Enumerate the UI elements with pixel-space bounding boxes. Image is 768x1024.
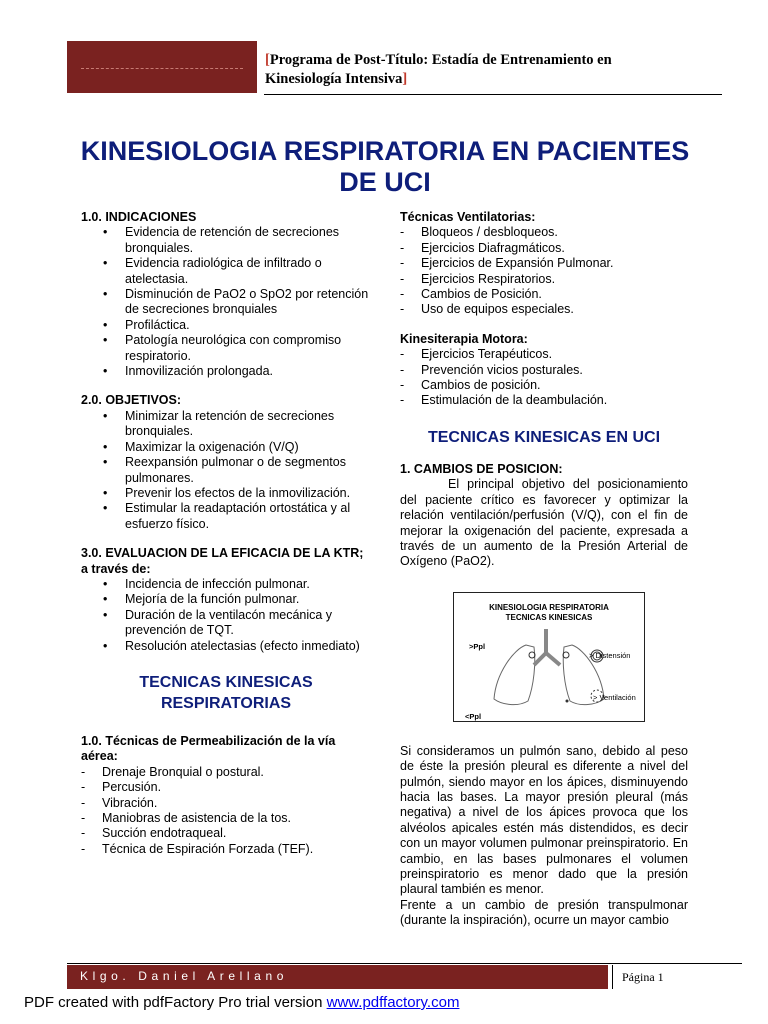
label-ppl-high: >Ppl bbox=[469, 641, 486, 651]
header-rule bbox=[264, 94, 722, 95]
list-item: • Evidencia de retención de secreciones bronquiales. bbox=[81, 225, 371, 256]
motora-list bbox=[400, 347, 688, 409]
list-item: - Vibración. bbox=[81, 796, 371, 811]
ventilatorias-list bbox=[400, 225, 688, 317]
list-item: - Ejercicios Terapéuticos. bbox=[400, 347, 688, 362]
evaluacion-list bbox=[81, 577, 371, 654]
motora-title: Kinesiterapia Motora: bbox=[400, 331, 528, 346]
title-line-2: DE UCI bbox=[339, 167, 431, 197]
indicaciones-list bbox=[81, 225, 371, 379]
bracket-open: [ bbox=[265, 52, 270, 68]
list-item: • Mejoría de la función pulmonar. bbox=[81, 592, 371, 607]
title-line-1: KINESIOLOGIA RESPIRATORIA EN PACIENTES bbox=[80, 136, 690, 166]
body-paragraph: Si consideramos un pulmón sano, debido al peso de éste la presión pleural es diferente a nivel del pulmón, siendo mayor en los ápices, disminuyendo hacia las bases. La mayor presión pleural (más negativa) a nivel de los ápices provoca que los alvéolos apicales estén más distendidos, es decir con un mayor volumen pulmonar preinspiratorio. En cambio, en las bases pulmonares el volumen preinspiratorio es menor dado que la presión plaural también es menor. bbox=[400, 743, 688, 897]
cambios-title: 1. CAMBIOS DE POSICION: bbox=[400, 461, 563, 476]
objetivos-list bbox=[81, 409, 371, 532]
list-item: • Estimular la readaptación ortostática y al esfuerzo físico. bbox=[81, 501, 371, 532]
header-decor-block bbox=[67, 41, 257, 93]
page-number: Página 1 bbox=[622, 970, 664, 984]
list-item: • Prevenir los efectos de la inmovilización. bbox=[81, 486, 371, 501]
page-title bbox=[60, 136, 710, 198]
list-item: - Técnica de Espiración Forzada (TEF). bbox=[81, 842, 371, 857]
list-item: • Reexpansión pulmonar o de segmentos pulmonares. bbox=[81, 455, 371, 486]
cambios-paragraph: El principal objetivo del posicionamiento del paciente crítico es favorecer y optimizar la relación ventilación/perfusión (V/Q), con el fin de mejorar la oxigenación del paciente, expresada a través de un aumento de la Presión Arterial de Oxígeno (PaO2). bbox=[400, 477, 688, 569]
list-item: • Profiláctica. bbox=[81, 318, 371, 333]
label-ppl-low: <Ppl bbox=[465, 711, 482, 721]
tecnicas-uci-heading: TECNICAS KINESICAS EN UCI bbox=[427, 428, 661, 446]
footer-rule bbox=[67, 963, 742, 964]
figure-title bbox=[454, 603, 644, 623]
running-header bbox=[265, 51, 705, 89]
header-line-1: Programa de Post-Título: Estadía de Entrenamiento en bbox=[269, 52, 612, 68]
body-paragraph-2: Frente a un cambio de presión transpulmonar (durante la inspiración), ocurre un mayor cambio bbox=[400, 897, 688, 928]
left-column bbox=[81, 210, 371, 871]
permeabilizacion-list bbox=[81, 765, 371, 857]
list-item: - Drenaje Bronquial o postural. bbox=[81, 765, 371, 780]
list-item: - Maniobras de asistencia de la tos. bbox=[81, 811, 371, 826]
list-item: • Minimizar la retención de secreciones bronquiales. bbox=[81, 409, 371, 440]
pdffactory-link[interactable]: www.pdffactory.com bbox=[326, 994, 460, 1011]
evaluacion-title: 3.0. EVALUACION DE LA EFICACIA DE LA KTR; a través de: bbox=[81, 546, 364, 576]
figure-title-line-1: KINESIOLOGIA RESPIRATORIA bbox=[489, 602, 609, 612]
list-item: • Duración de la ventilacón mecánica y prevención de TQT. bbox=[81, 608, 371, 639]
label-ventilacion: > Ventilación bbox=[593, 692, 636, 702]
list-item: - Bloqueos / desbloqueos. bbox=[400, 225, 688, 240]
list-item: - Estimulación de la deambulación. bbox=[400, 393, 688, 408]
list-item: - Uso de equipos especiales. bbox=[400, 302, 688, 317]
tecnicas-respiratorias-heading: TECNICAS KINESICAS RESPIRATORIAS bbox=[139, 673, 313, 712]
label-distension: > Distensión bbox=[589, 650, 631, 660]
list-item: - Cambios de Posición. bbox=[400, 287, 688, 302]
list-item: - Succión endotraqueal. bbox=[81, 826, 371, 841]
right-column bbox=[400, 210, 688, 929]
objetivos-title: 2.0. OBJETIVOS: bbox=[81, 393, 182, 408]
list-item: • Inmovilización prolongada. bbox=[81, 364, 371, 379]
list-item: • Resolución atelectasias (efecto inmediato) bbox=[81, 639, 371, 654]
list-item: • Disminución de PaO2 o SpO2 por retención de secreciones bronquiales bbox=[81, 287, 371, 318]
indicaciones-title: 1.0. INDICACIONES bbox=[81, 210, 197, 224]
bracket-close: ] bbox=[402, 71, 408, 87]
list-item: • Patología neurológica con compromiso respiratorio. bbox=[81, 333, 371, 364]
permeabilizacion-title: 1.0. Técnicas de Permeabilización de la vía aérea: bbox=[81, 733, 336, 764]
list-item: • Maximizar la oxigenación (V/Q) bbox=[81, 440, 371, 455]
pdf-note-text: PDF created with pdfFactory Pro trial version bbox=[24, 994, 327, 1011]
list-item: • Evidencia radiológica de infiltrado o atelectasia. bbox=[81, 256, 371, 287]
ventilatorias-title: Técnicas Ventilatorias: bbox=[400, 210, 536, 224]
pdf-note bbox=[24, 994, 459, 1011]
lung-figure bbox=[453, 592, 645, 722]
list-item: • Incidencia de infección pulmonar. bbox=[81, 577, 371, 592]
list-item: - Percusión. bbox=[81, 780, 371, 795]
list-item: - Ejercicios Diafragmáticos. bbox=[400, 241, 688, 256]
header-line-2: Kinesiología Intensiva bbox=[265, 71, 403, 87]
list-item: - Cambios de posición. bbox=[400, 378, 688, 393]
figure-title-line-2: TECNICAS KINESICAS bbox=[505, 612, 593, 622]
list-item: - Ejercicios Respiratorios. bbox=[400, 272, 688, 287]
footer-author: Klgo. Daniel Arellano bbox=[80, 969, 289, 983]
list-item: - Prevención vicios posturales. bbox=[400, 363, 688, 378]
list-item: - Ejercicios de Expansión Pulmonar. bbox=[400, 256, 688, 271]
